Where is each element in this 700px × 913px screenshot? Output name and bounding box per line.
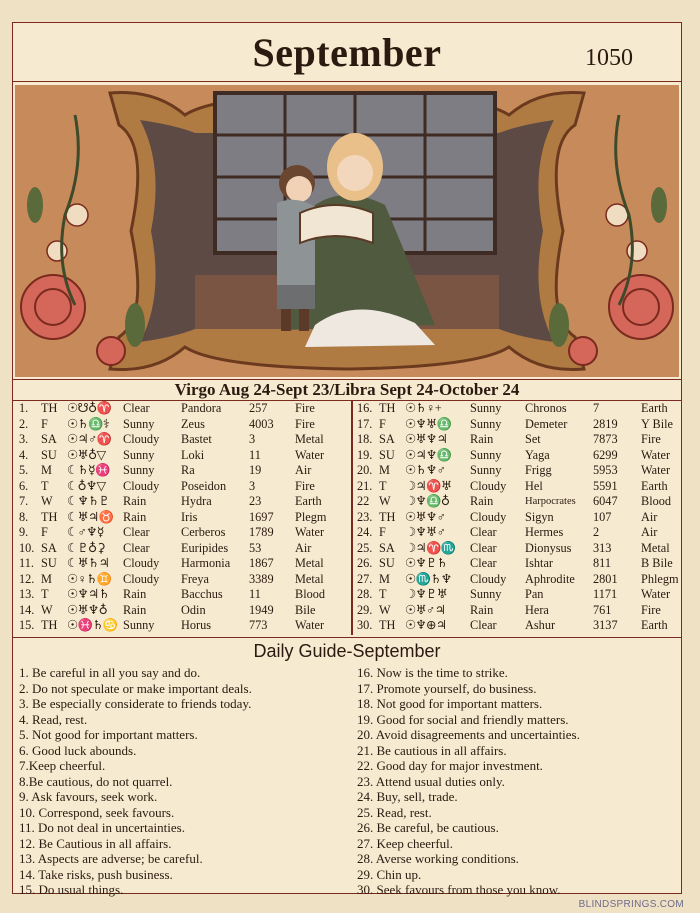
guide-item: 2. Do not speculate or make important deals.	[19, 680, 252, 696]
calendar-row: 19. SU ☉♃♆♎ Sunny Yaga 6299 Water	[357, 447, 671, 462]
guide-item: 27. Keep cheerful.	[357, 835, 454, 851]
year-label: 1050	[585, 45, 633, 71]
guide-item: 5. Not good for important matters.	[19, 727, 198, 742]
calendar-row: 21. T ☽♃♈♅ Cloudy Hel 5591 Earth	[357, 478, 668, 493]
guide-item: 8.Be cautious, do not quarrel.	[19, 773, 173, 789]
calendar-row: 16. TH ☉♄♀+ Sunny Chronos 7 Earth	[357, 401, 668, 415]
calendar-row: 17. F ☉♆♅♎ Sunny Demeter 2819 Y Bile	[357, 416, 673, 431]
calendar-row: 12. M ☉♀♄♊ Cloudy Freya 3389 Metal	[19, 571, 324, 586]
guide-item: 18. Not good for important matters.	[357, 696, 543, 711]
guide-item: 25. Read, rest.	[357, 804, 432, 820]
guide-item: 28. Averse working conditions.	[357, 851, 519, 866]
guide-item: 7.Keep cheerful.	[19, 758, 106, 773]
calendar-row: 29. W ☉♅♂♃ Rain Hera 761 Fire	[357, 602, 661, 617]
calendar-row: 22 W ☽♆♎♁ Rain Harpocrates 6047 Blood	[357, 494, 672, 508]
calendar-row: 6. T ☾♁♆▽ Cloudy Poseidon 3 Fire	[19, 478, 315, 493]
guide-item: 24. Buy, sell, trade.	[357, 789, 458, 804]
site-credit: BLINDSPRINGS.COM	[578, 899, 684, 910]
guide-item: 11. Do not deal in uncertainties.	[19, 820, 185, 835]
zodiac-banner: Virgo Aug 24-Sept 23/Libra Sept 24-October 24	[13, 379, 681, 401]
calendar-row: 30. TH ☉♆⊕♃ Clear Ashur 3137 Earth	[357, 618, 668, 632]
calendar-row: 15. TH ☉♓♄♋ Sunny Horus 773 Water	[19, 618, 325, 632]
guide-title: Daily Guide-September	[253, 641, 441, 661]
guide-item: 3. Be especially considerate to friends today.	[19, 696, 252, 711]
guide-item: 10. Correspond, seek favours.	[19, 804, 175, 820]
guide-item: 13. Aspects are adverse; be careful.	[19, 851, 203, 866]
title-row	[13, 23, 681, 82]
guide-item: 4. Read, rest.	[19, 711, 88, 727]
guide-item: 29. Chin up.	[357, 866, 422, 882]
month-title: September	[252, 30, 442, 75]
guide-item: 14. Take risks, push business.	[19, 866, 173, 882]
calendar-row: 5. M ☾♄☿♓ Sunny Ra 19 Air	[19, 463, 312, 477]
guide-item: 23. Attend usual duties only.	[357, 773, 505, 789]
guide-left-column	[19, 665, 349, 898]
calendar-row: 20. M ☉♄♆♂ Sunny Frigg 5953 Water	[357, 463, 671, 477]
guide-item: 21. Be cautious in all affairs.	[357, 742, 507, 758]
guide-item: 15. Do usual things.	[19, 882, 124, 897]
calendar-row: 28. T ☽♆♇♅ Sunny Pan 1171 Water	[357, 587, 671, 601]
calendar-row: 18. SA ☉♅♆♃ Rain Set 7873 Fire	[357, 432, 661, 446]
guide-item: 20. Avoid disagreements and uncertainties.	[357, 727, 580, 742]
calendar-row: 24. F ☽♆♅♂ Clear Hermes 2 Air	[357, 525, 658, 539]
calendar-row: 3. SA ☉♃♂♈ Cloudy Bastet 3 Metal	[19, 432, 324, 446]
calendar-row: 13. T ☉♆♃♄ Rain Bacchus 11 Blood	[19, 587, 326, 601]
calendar-row: 1. TH ☉☋♁♈ Clear Pandora 257 Fire	[19, 401, 315, 415]
calendar-row: 25. SA ☽♃♈♏ Clear Dionysus 313 Metal	[357, 540, 670, 555]
calendar-row: 7. W ☾♆♄♇ Rain Hydra 23 Earth	[19, 494, 322, 508]
guide-divider	[13, 637, 681, 638]
calendar-row: 11. SU ☾♅♄♃ Cloudy Harmonia 1867 Metal	[19, 556, 324, 570]
guide-item: 30. Seek favours from those you know.	[357, 882, 561, 897]
calendar-right-column	[355, 401, 681, 635]
column-divider	[351, 401, 353, 635]
guide-item: 26. Be careful, be cautious.	[357, 820, 499, 835]
calendar-row: 4. SU ☉♅♁▽ Sunny Loki 11 Water	[19, 447, 325, 462]
calendar-row: 10. SA ☾♇♁⚳ Clear Euripides 53 Air	[19, 540, 312, 555]
calendar-row: 27. M ☉♏♄♆ Cloudy Aphrodite 2801 Phlegm	[357, 571, 679, 586]
calendar-row: 14. W ☉♅♆♁ Rain Odin 1949 Bile	[19, 602, 316, 617]
illustration-art	[15, 85, 679, 377]
guide-right-column	[357, 665, 677, 898]
illustration	[15, 85, 679, 377]
guide-item: 17. Promote yourself, do business.	[357, 680, 537, 696]
calendar-row: 26. SU ☉♆♇♄ Clear Ishtar 811 B Bile	[357, 556, 673, 570]
guide-item: 6. Good luck abounds.	[19, 742, 137, 758]
calendar-row: 9. F ☾♂♆☿ Clear Cerberos 1789 Water	[19, 525, 325, 539]
guide-item: 9. Ask favours, seek work.	[19, 789, 158, 804]
calendar-row: 23. TH ☉♅♆♂ Cloudy Sigyn 107 Air	[357, 509, 658, 524]
guide-item: 12. Be Cautious in all affairs.	[19, 835, 172, 851]
calendar-row: 2. F ☉♄♎⚕ Sunny Zeus 4003 Fire	[19, 416, 315, 431]
calendar-row: 8. TH ☾♅♃♉ Rain Iris 1697 Plegm	[19, 509, 327, 524]
guide-item: 1. Be careful in all you say and do.	[19, 665, 201, 680]
guide-item: 16. Now is the time to strike.	[357, 665, 508, 680]
calendar-left-column	[17, 401, 351, 635]
guide-item: 19. Good for social and friendly matters.	[357, 711, 569, 727]
guide-item: 22. Good day for major investment.	[357, 758, 543, 773]
calendar-page	[12, 22, 682, 897]
